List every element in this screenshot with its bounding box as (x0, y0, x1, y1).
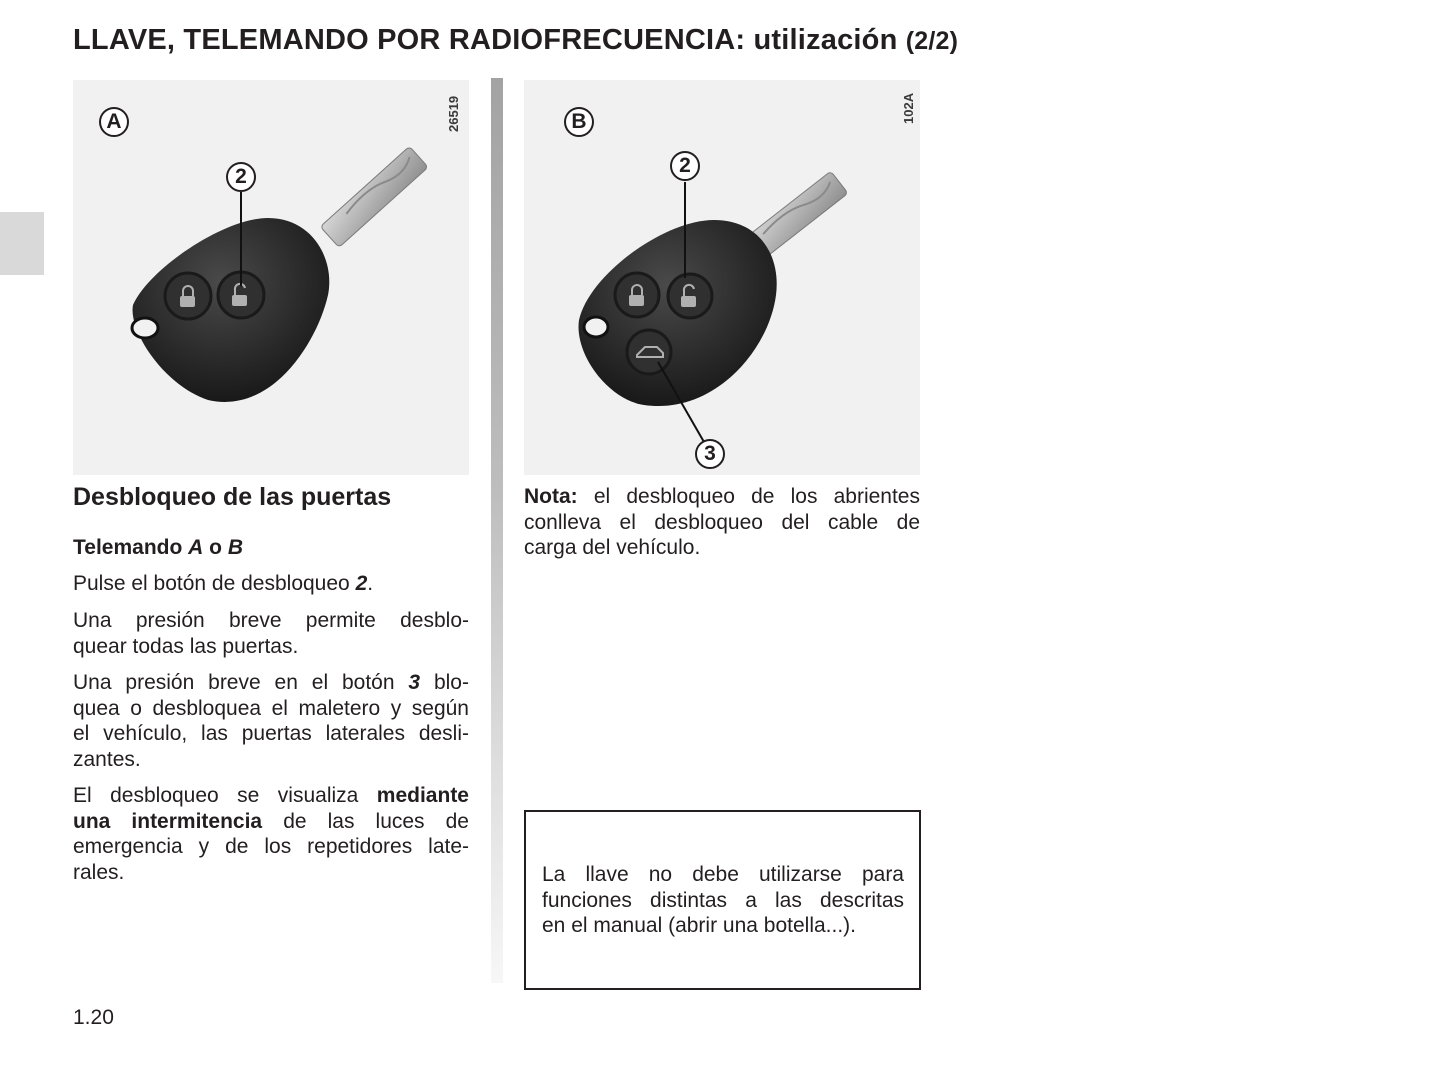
key-remote-three-button-illustration (524, 80, 920, 475)
callout-2: 2 (670, 151, 700, 181)
page-title (73, 24, 958, 57)
note-paragraph: Nota: el desbloqueo de los abrientes conlleva el desbloqueo del cable de carga del vehículo. (524, 485, 920, 559)
column-divider (491, 78, 503, 983)
page-title-main: LLAVE, TELEMANDO POR RADIOFRECUENCIA: utilización (73, 24, 898, 56)
paragraph-press-unlock: Pulse el botón de desbloqueo 2. (73, 572, 374, 595)
figure-code: 26519 (446, 95, 461, 132)
subheading: Telemando A o B (73, 536, 243, 559)
key-remote-two-button-illustration (73, 80, 469, 475)
figure-label-b: B (564, 107, 594, 137)
page-number: 1.20 (73, 1006, 114, 1029)
callout-3: 3 (695, 439, 725, 469)
figure-code: 102A (901, 92, 916, 124)
callout-2: 2 (226, 162, 256, 192)
key-blade (320, 146, 428, 247)
figure-key-remote-a (73, 80, 469, 475)
section-heading: Desbloqueo de las puertas (73, 483, 392, 511)
paragraph-button-3: Una presión breve en el botón 3 blo- quea o desbloquea el maletero y según el vehículo, las puertas laterales desli- zantes. (73, 671, 469, 771)
keyring-hole (584, 317, 608, 337)
page-title-suffix: (2/2) (905, 27, 959, 55)
paragraph-short-press: Una presión breve permite desblo- quear todas las puertas. (73, 609, 469, 658)
keyring-hole (132, 318, 158, 338)
left-column-body (73, 535, 469, 561)
chapter-thumb-tab (0, 212, 44, 275)
warning-box: La llave no debe utilizarse para funciones distintas a las descritas en el manual (abrir una botella...). (524, 810, 921, 990)
note-label: Nota: (524, 485, 578, 508)
trunk-button (627, 330, 671, 374)
paragraph-visual-signal: El desbloqueo se visualiza mediante una intermitencia de las luces de emergencia y de los repetidores late- rales. (73, 784, 469, 884)
figure-label-a: A (99, 107, 129, 137)
figure-key-remote-b (524, 80, 920, 475)
